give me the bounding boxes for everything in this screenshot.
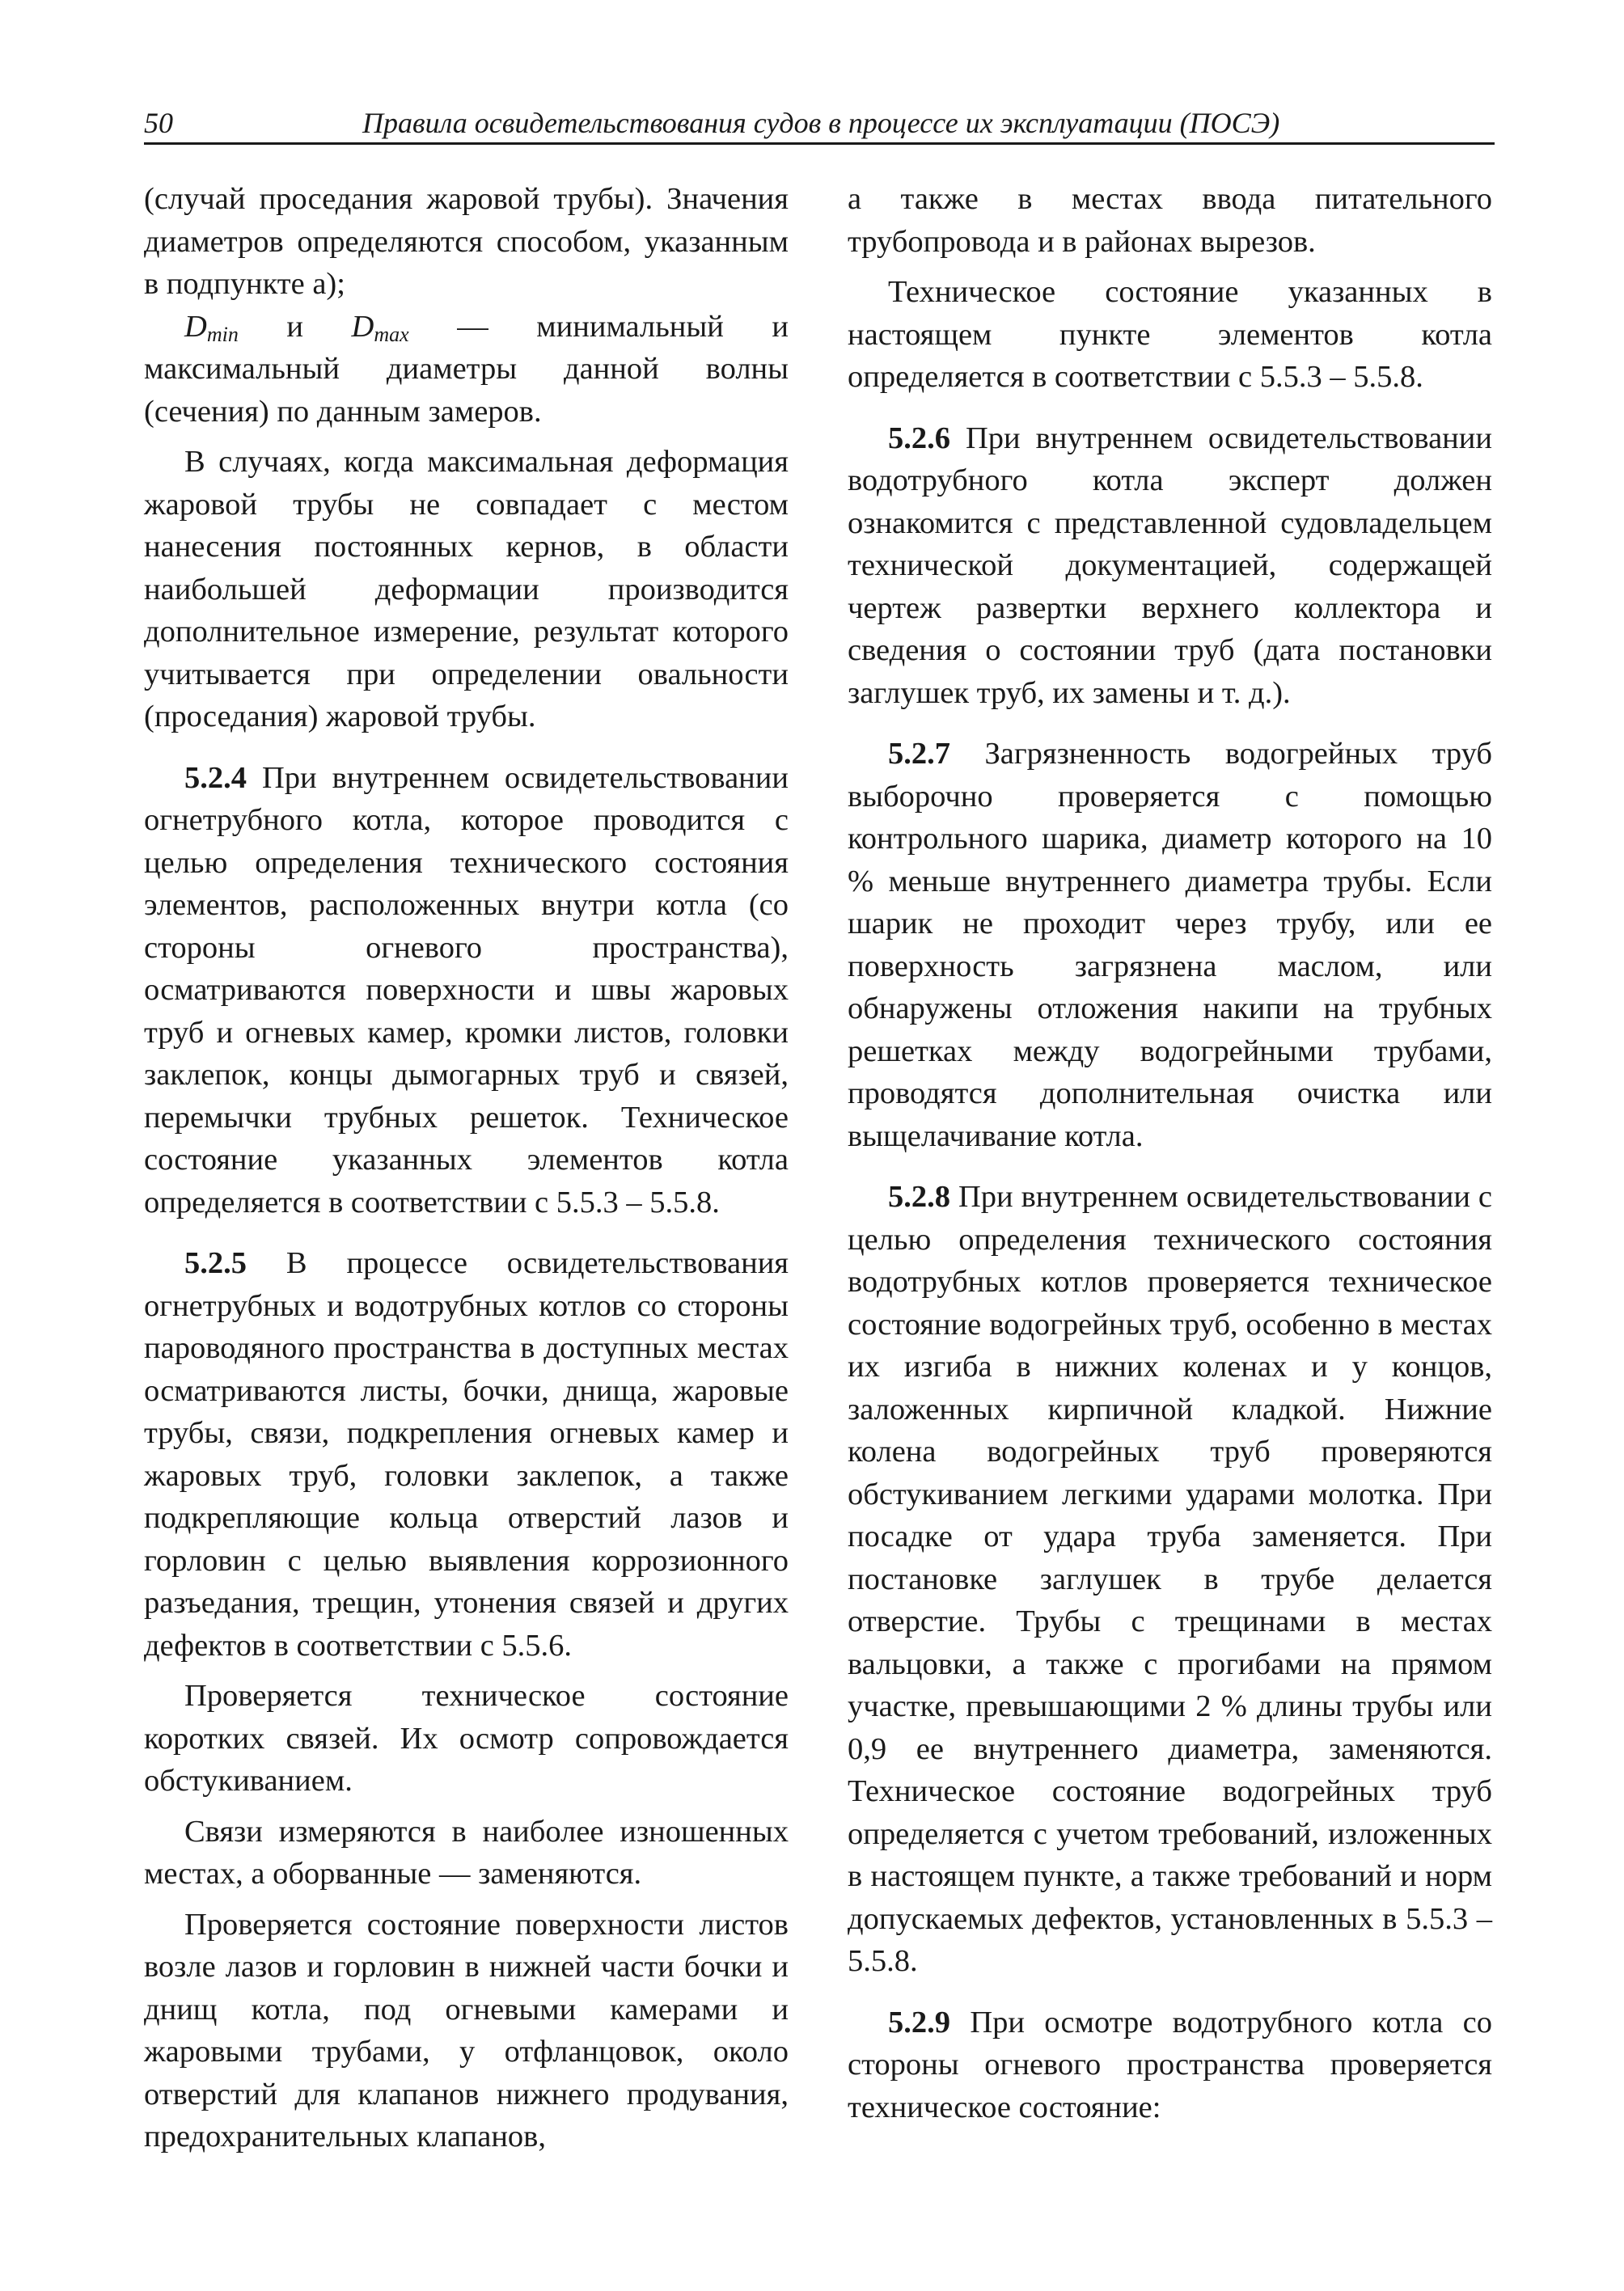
paragraph-continued: (случай проседания жаровой трубы). Значения диаметров определяются способом, указанным в подпункте а); — [144, 182, 789, 301]
page-number: 50 — [144, 107, 173, 139]
section-number: 5.2.8 — [888, 1180, 950, 1214]
paragraph-stays-measured: Связи измеряются в наиболее изношенных местах, а оборванные — заменяются. — [144, 1814, 789, 1891]
section-5-2-9: 5.2.9 При осмотре водотрубного котла со стороны огневого пространства проверяется техническое состояние: — [848, 2005, 1492, 2124]
section-number: 5.2.4 — [184, 760, 247, 795]
right-column — [848, 178, 1492, 2128]
section-5-2-6: 5.2.6 При внутреннем освидетельствовании водотрубного котла эксперт должен ознакомится с представленной судовладельцем технической документацией, содержащей чертеж развертки верхнего коллектора и сведения о состоянии труб (дата постановки заглушек труб, их замены и т. д.). — [848, 421, 1492, 710]
header-title: Правила освидетельствования судов в процессе их эксплуатации (ПОСЭ) — [362, 107, 1280, 139]
running-header — [144, 107, 1495, 145]
section-5-2-8: 5.2.8 При внутреннем освидетельствовании с целью определения технического состояния водотрубных котлов проверяется техническое состояние водогрейных труб, особенно в местах их изгиба в нижних коленах и у концов, заложенных кирпичной кладкой. Нижние колена водогрейных труб проверяются обстукиванием легкими ударами молотка. При посадке от удара труба заменяется. При постановке заглушек в трубе делается отверстие. Трубы с трещинами в местах вальцовки, а также с прогибами на прямом участке, превышающими 2 % длины трубы или 0,9 ее внутреннего диаметра, заменяются. Техническое состояние водогрейных труб определяется с учетом требований, изложенных в настоящем пункте, а также требований и норм допускаемых дефектов, установленных в 5.5.3 – 5.5.8. — [848, 1180, 1492, 1978]
symbol-d-min: $D_{min}$ — [184, 309, 239, 346]
paragraph-short-stays: Проверяется техническое состояние коротких связей. Их осмотр сопровождается обстукиванием. — [144, 1679, 789, 1798]
section-5-2-7: 5.2.7 Загрязненность водогрейных труб выборочно проверяется с помощью контрольного шарика, диаметр которого на 10 % меньше внутреннего диаметра трубы. Если шарик не проходит через трубу, или ее поверхность загрязнена маслом, или обнаружены отложения накипи на трубных решетках между водогрейными трубами, проводятся дополнительная очистка или выщелачивание котла. — [848, 737, 1492, 1153]
paragraph-dmin-dmax: $D_{min}$ и $D_{max}$ — минимальный и максимальный диаметры данной волны (сечения) по данным замеров. — [144, 309, 789, 429]
paragraph-continued: а также в местах ввода питательного трубопровода и в районах вырезов. — [848, 182, 1492, 259]
left-column — [144, 178, 789, 2158]
section-5-2-5: 5.2.5 В процессе освидетельствования огнетрубных и водотрубных котлов со стороны пароводяного пространства в доступных местах осматриваются листы, бочки, днища, жаровые трубы, связи, подкрепления огневых камер и жаровых труб, головки заклепок, а также подкрепляющие кольца отверстий лазов и горловин с целью выявления коррозионного разъедания, трещин, утонения связей и других дефектов в соответствии с 5.5.6. — [144, 1246, 789, 1663]
section-5-2-4: 5.2.4 При внутреннем освидетельствовании огнетрубного котла, которое проводится с целью определения технического состояния элементов, расположенных внутри котла (со стороны огневого пространства), осматриваются поверхности и швы жаровых труб и огневых камер, кромки листов, головки заклепок, концы дымогарных труб и связей, перемычки трубных решеток. Техническое состояние указанных элементов котла определяется в соответствии с 5.5.3 – 5.5.8. — [144, 760, 789, 1219]
section-number: 5.2.7 — [888, 737, 950, 771]
symbol-d-max: $D_{max}$ — [351, 309, 409, 346]
section-number: 5.2.6 — [888, 421, 950, 455]
section-number: 5.2.9 — [888, 2005, 950, 2039]
section-number: 5.2.5 — [184, 1246, 247, 1280]
paragraph-plate-surface: Проверяется состояние поверхности листов возле лазов и горловин в нижней части бочки и днищ котла, под огневыми камерами и жаровыми трубами, у отфланцовок, около отверстий для клапанов нижнего продувания, предохранительных клапанов, — [144, 1907, 789, 2154]
paragraph-deformation: В случаях, когда максимальная деформация жаровой трубы не совпадает с местом нанесения постоянных кернов, в области наибольшей деформации производится дополнительное измерение, результат которого учитывается при определении овальности (проседания) жаровой трубы. — [144, 445, 789, 733]
paragraph-tech-condition: Техническое состояние указанных в настоящем пункте элементов котла определяется в соответствии с 5.5.3 – 5.5.8. — [848, 275, 1492, 394]
